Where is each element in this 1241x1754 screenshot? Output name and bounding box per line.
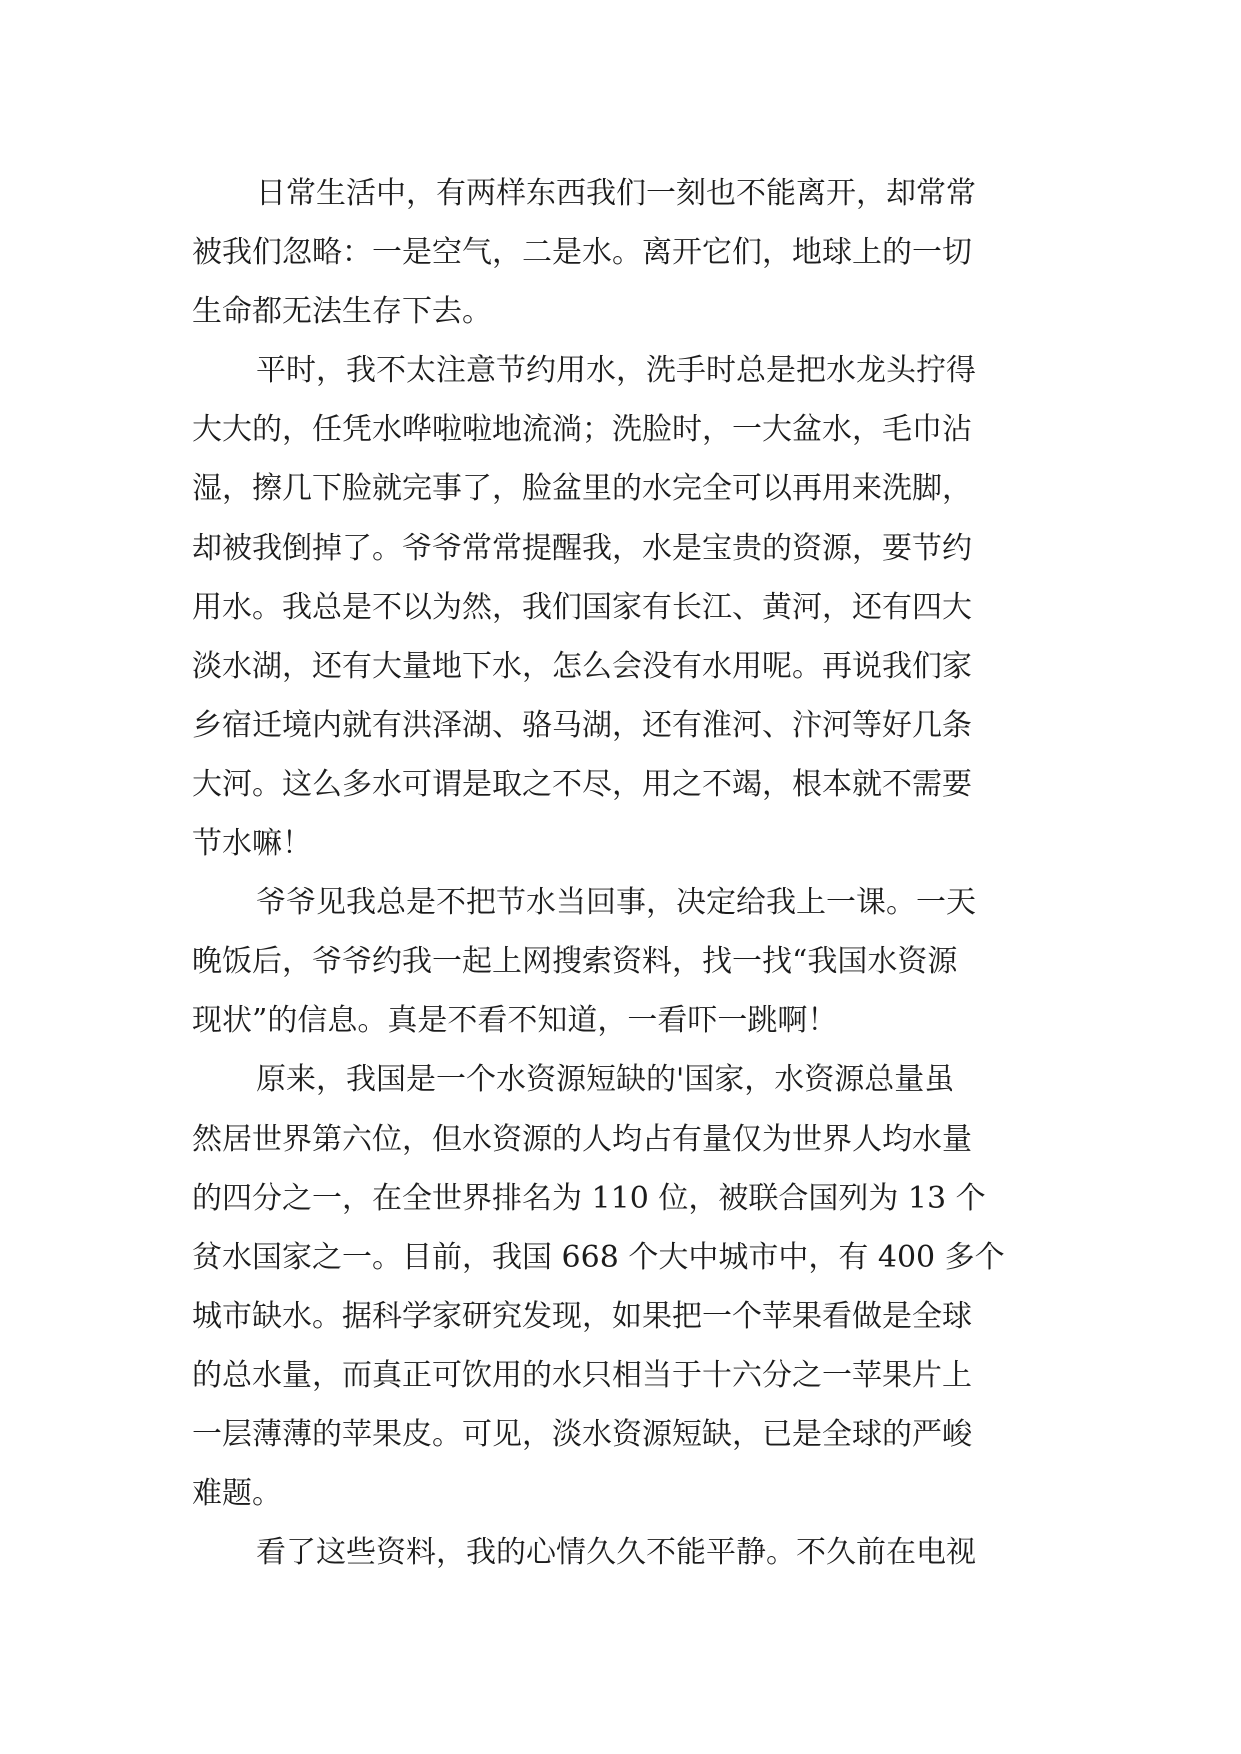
text-line: 现状”的信息。真是不看不知道，一看吓一跳啊！ [192, 1003, 838, 1039]
text-line: 大河。这么多水可谓是取之不尽，用之不竭，根本就不需要 [192, 766, 972, 802]
text-line: 大大的，任凭水哗啦啦地流淌；洗脸时，一大盆水，毛巾沾 [192, 412, 972, 448]
text-line: 用水。我总是不以为然，我们国家有长江、黄河，还有四大 [192, 589, 972, 625]
text-line: 看了这些资料，我的心情久久不能平静。不久前在电视 [256, 1535, 976, 1571]
text-line: 然居世界第六位，但水资源的人均占有量仅为世界人均水量 [192, 1121, 972, 1157]
text-line: 生命都无法生存下去。 [192, 294, 492, 330]
text-line: 贫水国家之一。目前，我国 668 个大中城市中，有 400 多个 [192, 1239, 1005, 1275]
text-line: 一层薄薄的苹果皮。可见，淡水资源短缺，已是全球的严峻 [192, 1416, 972, 1452]
text-line: 难题。 [192, 1476, 282, 1512]
essay-body [192, 164, 1052, 1582]
text-line: 原来，我国是一个水资源短缺的'国家，水资源总量虽 [256, 1062, 955, 1098]
text-line: 爷爷见我总是不把节水当回事，决定给我上一课。一天 [256, 885, 976, 921]
text-line: 被我们忽略：一是空气，二是水。离开它们，地球上的一切 [192, 235, 972, 271]
text-line: 的总水量，而真正可饮用的水只相当于十六分之一苹果片上 [192, 1357, 972, 1393]
text-line: 湿，擦几下脸就完事了，脸盆里的水完全可以再用来洗脚， [192, 471, 972, 507]
text-line: 日常生活中，有两样东西我们一刻也不能离开，却常常 [256, 176, 976, 211]
text-line: 的四分之一，在全世界排名为 110 位，被联合国列为 13 个 [192, 1180, 986, 1216]
text-line: 节水嘛！ [192, 826, 312, 862]
text-line: 却被我倒掉了。爷爷常常提醒我，水是宝贵的资源，要节约 [192, 530, 972, 566]
text-line: 淡水湖，还有大量地下水，怎么会没有水用呢。再说我们家 [192, 648, 972, 684]
text-line: 乡宿迁境内就有洪泽湖、骆马湖，还有淮河、汴河等好几条 [192, 707, 972, 743]
text-line: 晚饭后，爷爷约我一起上网搜索资料，找一找“我国水资源 [192, 944, 958, 980]
text-line: 城市缺水。据科学家研究发现，如果把一个苹果看做是全球 [192, 1298, 972, 1334]
text-line: 平时，我不太注意节约用水，洗手时总是把水龙头拧得 [256, 353, 976, 389]
